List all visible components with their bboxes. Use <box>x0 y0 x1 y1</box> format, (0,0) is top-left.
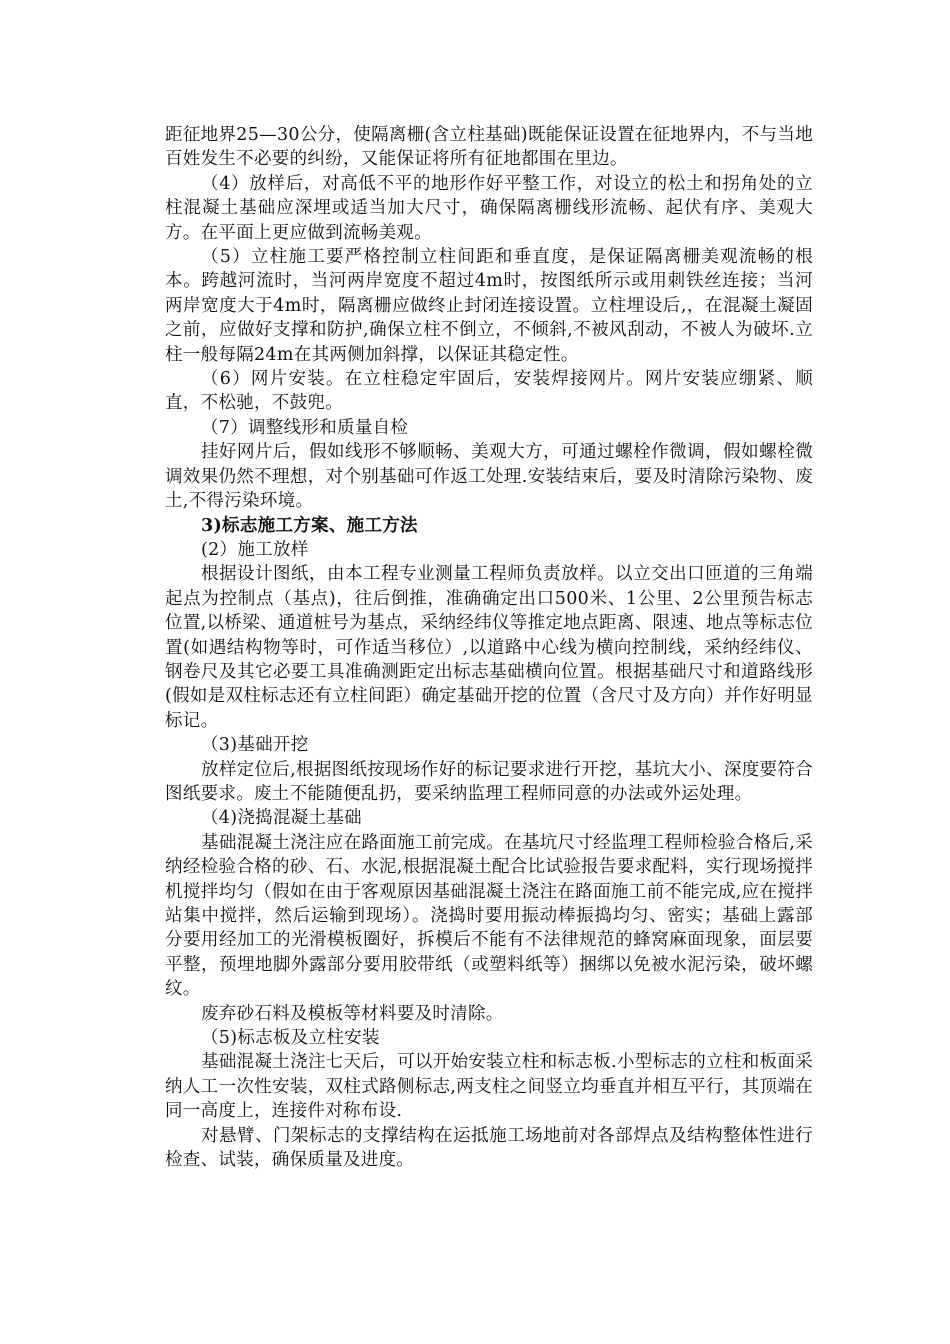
document-body <box>165 123 813 1172</box>
paragraph-waste-cleanup: 废弃砂石料及模板等材料要及时清除。 <box>201 1003 504 1024</box>
paragraph-adjust-detail: 挂好网片后，假如线形不够顺畅、美观大方，可通过螺栓作微调，假如螺栓微调效果仍然不理想，对个别基础可作返工处理.安装结束后，要及时清除污染物、废土,不得污染环境。 <box>165 442 813 512</box>
paragraph-concrete-detail: 基础混凝土浇注应在路面施工前完成。在基坑尺寸经监理工程师检验合格后,采纳经检验合格的砂、石、水泥,根据混凝土配合比试验报告要求配料，实行现场搅拌机搅拌均匀（假如在由于客观原因基础混凝土浇注在路面施工前不能完成,应在搅拌站集中搅拌，然后运输到现场）。浇捣时要用振动棒振捣均匀、密实；基础上露部分要用经加工的光滑模板圈好，拆模后不能有不法律规范的蜂窝麻面现象，面层要平整，预埋地脚外露部分要用胶带纸（或塑料纸等）捆绑以免被水泥污染，破坏螺纹。 <box>165 832 813 1000</box>
section-heading-signs: 3)标志施工方案、施工方法 <box>201 515 418 536</box>
paragraph-step-6-mesh: （6）网片安装。在立柱稳定牢固后，安装焊接网片。网片安装应绷紧、顺直，不松驰，不鼓兜。 <box>165 369 813 414</box>
paragraph-excavation-detail: 放样定位后,根据图纸按现场作好的标记要求进行开挖，基坑大小、深度要符合图纸要求。废土不能随便乱扔，要采纳监理工程师同意的办法或外运处理。 <box>165 759 813 804</box>
subheading-concrete: （4)浇捣混凝土基础 <box>201 808 362 829</box>
paragraph-fence-boundary: 距征地界25—30公分，使隔离栅(含立柱基础)既能保证设置在征地界内，不与当地百姓发生不必要的纠纷，又能保证将所有征地都围在里边。 <box>165 125 813 170</box>
paragraph-step-5-posts: （5）立柱施工要严格控制立柱间距和垂直度，是保证隔离栅美观流畅的根本。跨越河流时，当河两岸宽度不超过4m时，按图纸所示或用刺铁丝连接；当河两岸宽度大于4m时，隔离栅应做终止封闭连接设置。立柱埋设后,，在混凝土凝固之前，应做好支撑和防护,确保立柱不倒立，不倾斜,不被风刮动，不被人为破坏.立柱一般每隔24m在其两侧加斜撑，以保证其稳定性。 <box>165 247 813 365</box>
paragraph-step-4-leveling: （4）放样后，对高低不平的地形作好平整工作，对设立的松土和拐角处的立柱混凝土基础应深埋或适当加大尺寸，确保隔离栅线形流畅、起伏有序、美观大方。在平面上更应做到流畅美观。 <box>165 173 813 243</box>
subheading-sign-install: （5)标志板及立柱安装 <box>201 1028 380 1049</box>
subheading-excavation: （3)基础开挖 <box>201 735 309 756</box>
subheading-step-7-adjust: （7）调整线形和质量自检 <box>201 417 409 438</box>
subheading-layout: (2）施工放样 <box>201 539 309 560</box>
paragraph-gantry-check: 对悬臂、门架标志的支撑结构在运抵施工场地前对各部焊点及结构整体性进行检查、试装，确保质量及进度。 <box>165 1125 813 1171</box>
paragraph-sign-install-detail: 基础混凝土浇注七天后，可以开始安装立柱和标志板.小型标志的立柱和板面采纳人工一次性安装，双柱式路侧标志,两支柱之间竖立均垂直并相互平行，其顶端在同一高度上，连接件对称布设. <box>165 1052 813 1122</box>
paragraph-layout-detail: 根据设计图纸，由本工程专业测量工程师负责放样。以立交出口匝道的三角端起点为控制点（基点)，往后倒推，准确确定出口500米、1公里、2公里预告标志位置,以桥梁、通道桩号为基点，采纳经纬仪等推定地点距离、限速、地点等标志位置(如遇结构物等时，可作适当移位）,以道路中心线为横向控制线，采纳经纬仪、钢卷尺及其它必要工具准确测距定出标志基础横向位置。根据基础尺寸和道路线形(假如是双柱标志还有立柱间距）确定基础开挖的位置（含尺寸及方向）并作好明显标记。 <box>165 564 813 731</box>
